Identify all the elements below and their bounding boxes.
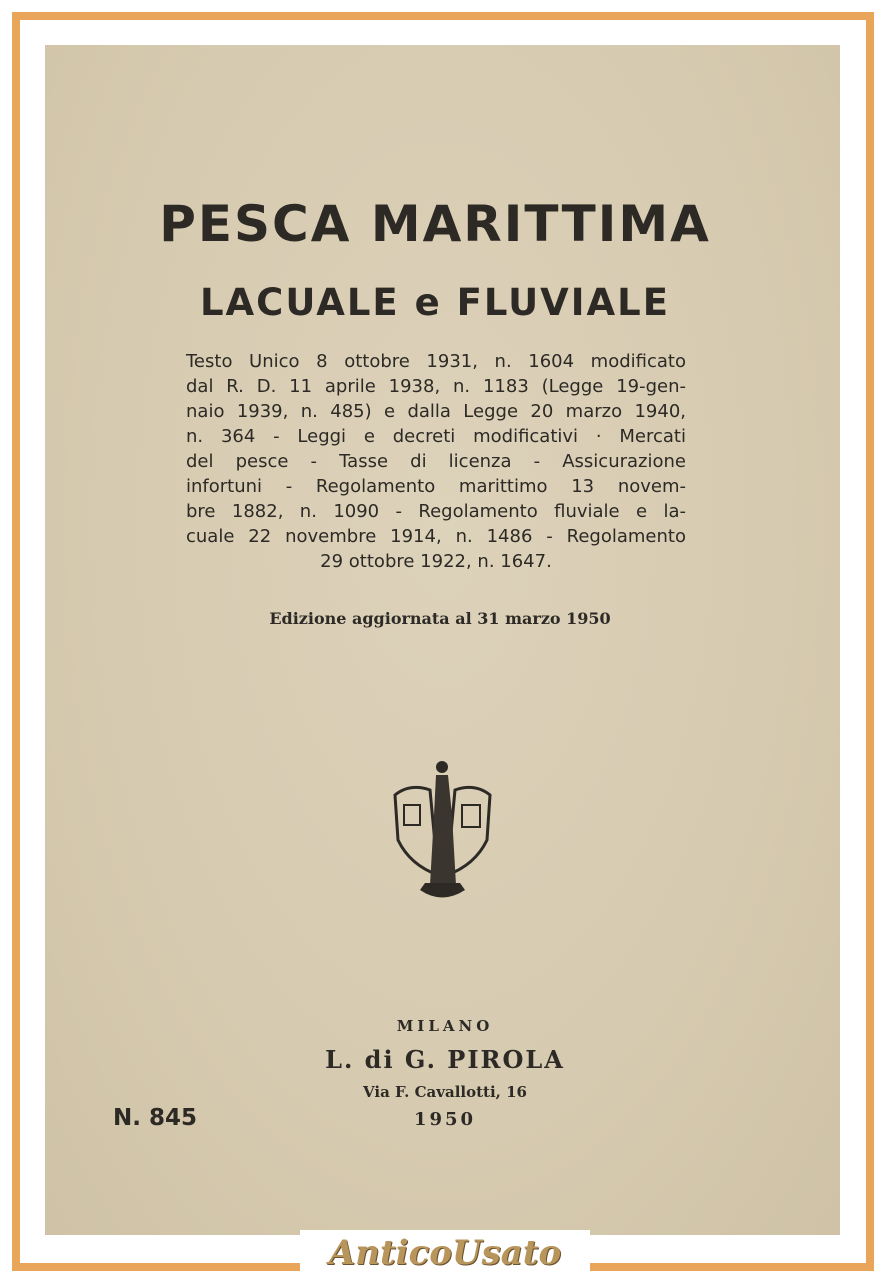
- description-line: infortuni - Regolamento marittimo 13 novem-: [186, 476, 686, 497]
- anticousato-watermark-logo: AnticoUsato: [300, 1230, 590, 1276]
- description-line: dal R. D. 11 aprile 1938, n. 1183 (Legge 19-gen-: [186, 376, 686, 397]
- publisher-city: MILANO: [396, 1017, 494, 1035]
- description-line: bre 1882, n. 1090 - Regolamento fluviale e la-: [186, 501, 686, 522]
- book-cover: [45, 45, 840, 1235]
- title-line-2: LACUALE e FLUVIALE: [199, 281, 671, 324]
- description-line: del pesce - Tasse di licenza - Assicurazione: [186, 451, 686, 472]
- publisher-address: Via F. Cavallotti, 16: [363, 1083, 527, 1101]
- title-line-1: PESCA MARITTIMA: [159, 195, 711, 253]
- edition-note: Edizione aggiornata al 31 marzo 1950: [269, 609, 611, 628]
- description-line: cuale 22 novembre 1914, n. 1486 - Regolamento: [186, 526, 686, 547]
- description: [186, 349, 686, 574]
- publication-year: 1950: [413, 1109, 477, 1130]
- publisher-emblem-icon: [390, 755, 495, 905]
- publisher-name: L. di G. PIROLA: [325, 1045, 565, 1074]
- description-line: n. 364 - Leggi e decreti modificativi · Mercati: [186, 426, 686, 447]
- series-number: N. 845: [113, 1105, 198, 1131]
- description-line: 29 ottobre 1922, n. 1647.: [320, 551, 552, 572]
- description-line: naio 1939, n. 485) e dalla Legge 20 marzo 1940,: [186, 401, 686, 422]
- description-line: Testo Unico 8 ottobre 1931, n. 1604 modificato: [186, 351, 686, 372]
